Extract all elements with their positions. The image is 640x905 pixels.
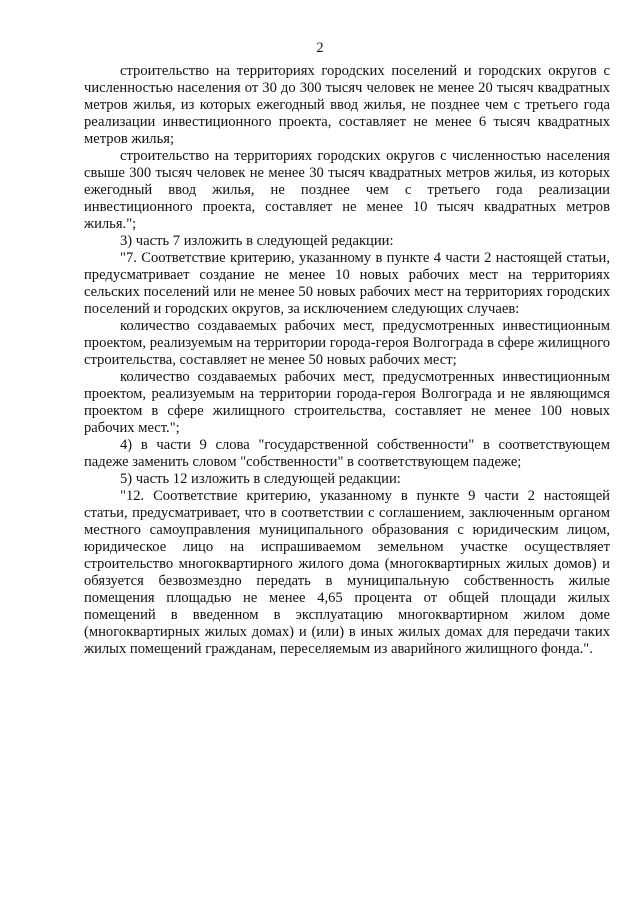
paragraph-city-settlements-30-300: строительство на территориях городских поселений и городских округов с численностью населения от 30 до 300 тысяч человек не менее 20 тысяч квадратных метров жилья, из которых ежегодный ввод жилья, не позднее чем с третьего года реализации инвестиционного проекта, составляет не менее 6 тысяч квадратных метров жилья; bbox=[84, 63, 610, 147]
paragraph-item-5: 5) часть 12 изложить в следующей редакции: bbox=[120, 471, 401, 487]
paragraph-item-4: 4) в части 9 слова "государственной собственности" в соответствующем падеже заменить словом "собственности" в соответствующем падеже; bbox=[84, 437, 610, 470]
page-number: 2 bbox=[316, 40, 324, 56]
paragraph-part-12: "12. Соответствие критерию, указанному в пункте 9 части 2 настоящей статьи, предусматривает, что в соответствии с соглашением, заключенным органом местного самоуправления муниципального образования с юридическим лицом, юридическое лицо на испрашиваемом земельном участке осуществляет строительство многоквартирного жилого дома (многоквартирных жилых домов) и обязуется безвозмездно передать в муниципальную собственность жилые помещения площадью не менее 4,65 процента от общей площади жилых помещений в введенном в эксплуатацию многоквартирном жилом доме (многоквартирных жилых домах) и (или) в иных жилых домах для передачи таких жилых помещений гражданам, переселяемым из аварийного жилищного фонда.". bbox=[84, 488, 610, 657]
paragraph-part-7: "7. Соответствие критерию, указанному в пункте 4 части 2 настоящей статьи, предусматривает создание не менее 10 новых рабочих мест на территориях сельских поселений или не менее 50 новых рабочих мест на территориях городских поселений и городских округов, за исключением следующих случаев: bbox=[84, 250, 610, 317]
paragraph-non-housing-jobs-100: количество создаваемых рабочих мест, предусмотренных инвестиционным проектом, реализуемым на территории города-героя Волгограда и не являющимся проектом в сфере жилищного строительства, составляет не менее 100 новых рабочих мест."; bbox=[84, 369, 610, 436]
paragraph-city-districts-over-300: строительство на территориях городских округов с численностью населения свыше 300 тысяч человек не менее 30 тысяч квадратных метров жилья, из которых ежегодный ввод жилья, не позднее чем с третьего года реализации инвестиционного проекта, составляет не менее 10 тысяч квадратных метров жилья."; bbox=[84, 148, 610, 232]
paragraph-housing-jobs-50: количество создаваемых рабочих мест, предусмотренных инвестиционным проектом, реализуемым на территории города-героя Волгограда в сфере жилищного строительства, составляет не менее 50 новых рабочих мест; bbox=[84, 318, 610, 368]
paragraph-item-3: 3) часть 7 изложить в следующей редакции: bbox=[120, 233, 394, 249]
document-body bbox=[84, 63, 610, 658]
